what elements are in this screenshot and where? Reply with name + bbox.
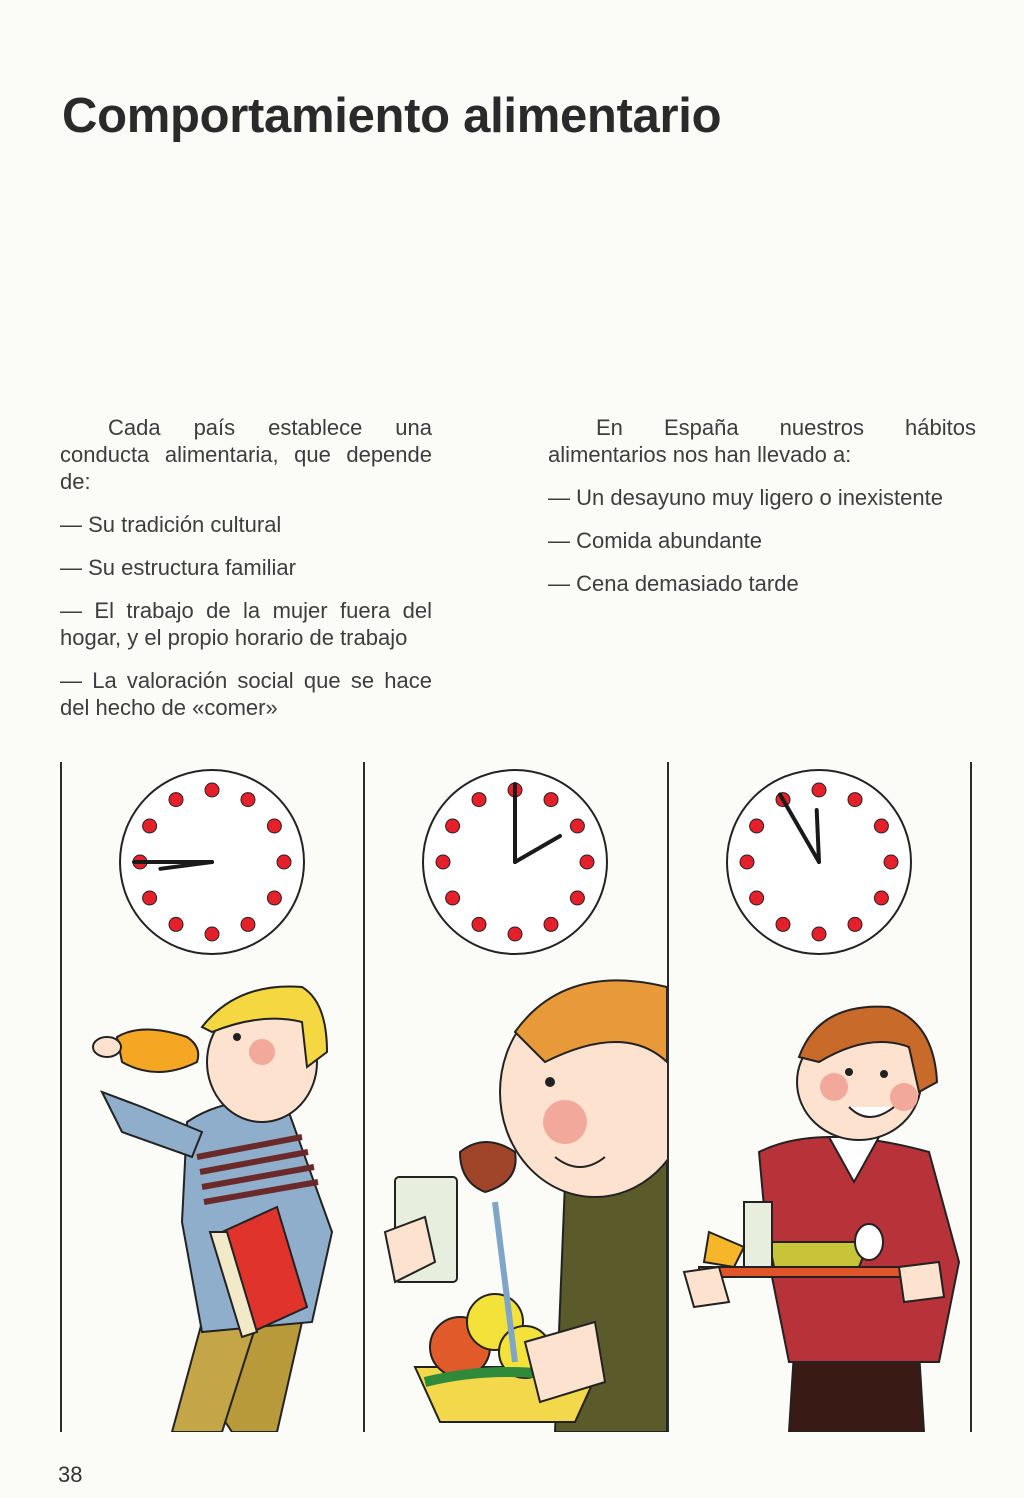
- left-intro-text: Cada país establece una conducta alimentaria, que depende de:: [60, 415, 432, 494]
- clock-hour-marker: [436, 855, 450, 869]
- clock-hour-marker: [143, 891, 157, 905]
- clock-hour-marker: [169, 917, 183, 931]
- clock-hour-marker: [205, 783, 219, 797]
- clock-hour-marker: [812, 783, 826, 797]
- clock-hour-marker: [205, 927, 219, 941]
- clock-hour-marker: [169, 793, 183, 807]
- clock-hour-marker: [143, 819, 157, 833]
- clock-hour-marker: [570, 891, 584, 905]
- clock-hour-marker: [848, 917, 862, 931]
- clock-hour-marker: [750, 891, 764, 905]
- right-intro-text: En España nuestros hábitos alimentarios nos han llevado a:: [548, 415, 976, 467]
- clock-hour-marker: [570, 819, 584, 833]
- breakfast-panel: [62, 762, 363, 1432]
- clock-hour-marker: [508, 927, 522, 941]
- clock-hour-marker: [472, 793, 486, 807]
- clock-hour-marker: [446, 819, 460, 833]
- clock-hour-marker: [241, 917, 255, 931]
- lunch-illustration: [365, 762, 667, 1432]
- clock-hour-marker: [580, 855, 594, 869]
- boy-tray-figure: [684, 1007, 959, 1432]
- boy-drinking-figure: [93, 987, 332, 1433]
- clock-hour-marker: [776, 917, 790, 931]
- clock-hour-hand: [817, 810, 819, 862]
- list-item: — La valoración social que se hace del hecho de «comer»: [60, 668, 432, 720]
- dinner-panel: [669, 762, 970, 1432]
- list-item: — Su estructura familiar: [60, 555, 296, 580]
- clock-hour-marker: [472, 917, 486, 931]
- clock-hour-marker: [267, 891, 281, 905]
- clock-hour-marker: [241, 793, 255, 807]
- clock-hour-marker: [740, 855, 754, 869]
- clock-icon: [423, 770, 607, 954]
- dinner-illustration: [669, 762, 970, 1432]
- right-column: [548, 414, 976, 613]
- list-item: — Cena demasiado tarde: [548, 571, 799, 596]
- clock-hour-marker: [874, 891, 888, 905]
- list-item: — Comida abundante: [548, 528, 763, 553]
- clock-hour-marker: [544, 917, 558, 931]
- page-number: 38: [58, 1462, 83, 1487]
- clock-hour-marker: [848, 793, 862, 807]
- boy-eating-figure: [385, 980, 667, 1432]
- right-list: [548, 484, 976, 597]
- list-item: — El trabajo de la mujer fuera del hogar, y el propio horario de trabajo: [60, 598, 432, 650]
- clock-icon: [727, 770, 911, 954]
- clock-hour-marker: [277, 855, 291, 869]
- page-title: Comportamiento alimentario: [62, 89, 722, 143]
- left-list: [60, 511, 432, 721]
- clock-hour-marker: [750, 819, 764, 833]
- clock-hour-marker: [812, 927, 826, 941]
- clock-hour-marker: [884, 855, 898, 869]
- clock-hour-marker: [874, 819, 888, 833]
- clock-icon: [120, 770, 304, 954]
- clock-hour-marker: [446, 891, 460, 905]
- list-item: — Su tradición cultural: [60, 512, 282, 537]
- clock-hour-marker: [267, 819, 281, 833]
- clock-hour-marker: [544, 793, 558, 807]
- list-item: — Un desayuno muy ligero o inexistente: [548, 485, 943, 510]
- breakfast-illustration: [62, 762, 363, 1432]
- panel-divider: [970, 762, 972, 1432]
- left-column: [60, 414, 432, 737]
- lunch-panel: [365, 762, 667, 1432]
